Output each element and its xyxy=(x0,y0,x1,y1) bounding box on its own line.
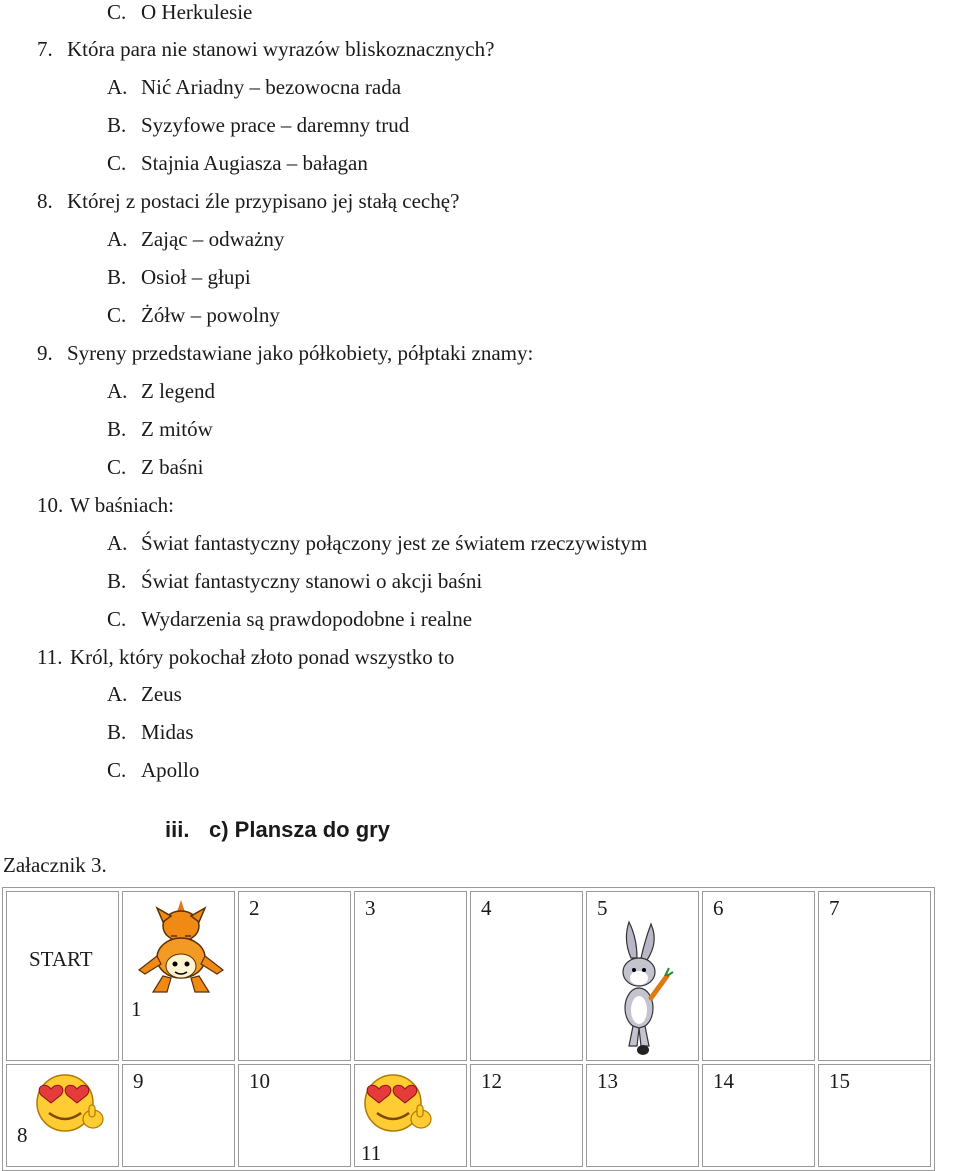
option-line xyxy=(107,113,409,137)
question-line xyxy=(37,645,454,669)
board-cell-start xyxy=(6,891,119,1061)
option-text: Z legend xyxy=(141,379,216,403)
board-cell xyxy=(586,1064,699,1167)
option-line xyxy=(107,531,647,555)
option-line xyxy=(107,303,280,327)
attachment-label: Załacznik 3. xyxy=(3,853,107,877)
section-heading xyxy=(165,817,390,843)
board-cell xyxy=(238,891,351,1061)
question-number: 7. xyxy=(37,37,53,61)
option-line xyxy=(107,607,472,631)
cell-number: 4 xyxy=(481,896,492,920)
option-line xyxy=(107,758,199,782)
option-label: A. xyxy=(107,682,128,706)
option-line xyxy=(107,720,194,744)
option-label: C. xyxy=(107,607,127,631)
section-roman: iii. xyxy=(165,817,190,842)
option-label: B. xyxy=(107,720,127,744)
option-text: Midas xyxy=(141,720,194,744)
board-cell xyxy=(702,891,815,1061)
option-label: A. xyxy=(107,531,128,555)
option-text: Syzyfowe prace – daremny trud xyxy=(141,113,410,137)
option-text: Osioł – głupi xyxy=(141,265,251,289)
board-cell xyxy=(470,1064,583,1167)
option-text: Świat fantastyczny połączony jest ze światem rzeczywistym xyxy=(141,531,648,555)
board-cell xyxy=(702,1064,815,1167)
option-line xyxy=(107,0,252,24)
question-number: 11. xyxy=(37,645,63,669)
option-line xyxy=(107,75,401,99)
board-cell xyxy=(6,1064,119,1167)
question-number: 8. xyxy=(37,189,53,213)
board-cell xyxy=(238,1064,351,1167)
question-number: 9. xyxy=(37,341,53,365)
question-number: 10. xyxy=(37,493,64,517)
board-cell xyxy=(818,1064,931,1167)
question-line xyxy=(37,189,459,213)
board-cell xyxy=(354,1064,467,1167)
option-text: Zając – odważny xyxy=(141,227,285,251)
board-cell xyxy=(586,891,699,1061)
option-line xyxy=(107,682,182,706)
option-label: C. xyxy=(107,758,127,782)
option-label: C. xyxy=(107,455,127,479)
option-line xyxy=(107,151,368,175)
heart-eyes-smiley-icon xyxy=(29,1067,109,1137)
cell-number: 3 xyxy=(365,896,376,920)
option-line xyxy=(107,417,213,441)
option-label: C. xyxy=(107,303,127,327)
cell-number: 1 xyxy=(131,997,142,1021)
option-label: A. xyxy=(107,227,128,251)
board-cell xyxy=(470,891,583,1061)
cell-number: 5 xyxy=(597,896,608,920)
option-label: B. xyxy=(107,265,127,289)
option-line xyxy=(107,227,284,251)
option-line xyxy=(107,569,482,593)
cell-number: 9 xyxy=(133,1069,144,1093)
question-text: Która para nie stanowi wyrazów bliskoznacznych? xyxy=(67,37,495,61)
cell-number: 2 xyxy=(249,896,260,920)
heart-eyes-smiley-icon xyxy=(357,1067,437,1137)
cell-number: 14 xyxy=(713,1069,734,1093)
board-cell xyxy=(122,891,235,1061)
option-text: Stajnia Augiasza – bałagan xyxy=(141,151,368,175)
cell-number: 15 xyxy=(829,1069,850,1093)
question-line xyxy=(37,37,494,61)
option-line xyxy=(107,455,203,479)
question-line xyxy=(37,493,174,517)
cell-number: 8 xyxy=(17,1123,28,1147)
option-text: Z mitów xyxy=(141,417,213,441)
option-line xyxy=(107,379,215,403)
cell-number: 13 xyxy=(597,1069,618,1093)
cat-icon xyxy=(133,896,229,996)
option-text: Zeus xyxy=(141,682,182,706)
option-label: B. xyxy=(107,113,127,137)
board-cell xyxy=(122,1064,235,1167)
option-label: A. xyxy=(107,379,128,403)
option-text: O Herkulesie xyxy=(141,0,253,24)
board-row xyxy=(6,891,931,1061)
option-label: C. xyxy=(107,0,127,24)
option-text: Świat fantastyczny stanowi o akcji baśni xyxy=(141,569,483,593)
section-title: c) Plansza do gry xyxy=(209,817,390,842)
question-text: W baśniach: xyxy=(70,493,174,517)
option-text: Żółw – powolny xyxy=(141,303,280,327)
cell-number: 11 xyxy=(361,1141,382,1165)
board-cell xyxy=(354,891,467,1061)
option-text: Apollo xyxy=(141,758,200,782)
rabbit-icon xyxy=(607,918,677,1058)
question-line xyxy=(37,341,533,365)
question-text: Której z postaci źle przypisano jej stałą cechę? xyxy=(67,189,460,213)
option-label: A. xyxy=(107,75,128,99)
board-cell xyxy=(818,891,931,1061)
option-text: Z baśni xyxy=(141,455,204,479)
option-text: Nić Ariadny – bezowocna rada xyxy=(141,75,402,99)
cell-number: 7 xyxy=(829,896,840,920)
option-text: Wydarzenia są prawdopodobne i realne xyxy=(141,607,473,631)
option-line xyxy=(107,265,251,289)
game-board xyxy=(2,887,935,1171)
option-label: B. xyxy=(107,569,127,593)
start-label: START xyxy=(29,947,93,971)
option-label: C. xyxy=(107,151,127,175)
question-text: Król, który pokochał złoto ponad wszystko to xyxy=(70,645,455,669)
cell-number: 10 xyxy=(249,1069,270,1093)
question-text: Syreny przedstawiane jako półkobiety, półptaki znamy: xyxy=(67,341,534,365)
cell-number: 12 xyxy=(481,1069,502,1093)
board-row xyxy=(6,1064,931,1167)
cell-number: 6 xyxy=(713,896,724,920)
option-label: B. xyxy=(107,417,127,441)
